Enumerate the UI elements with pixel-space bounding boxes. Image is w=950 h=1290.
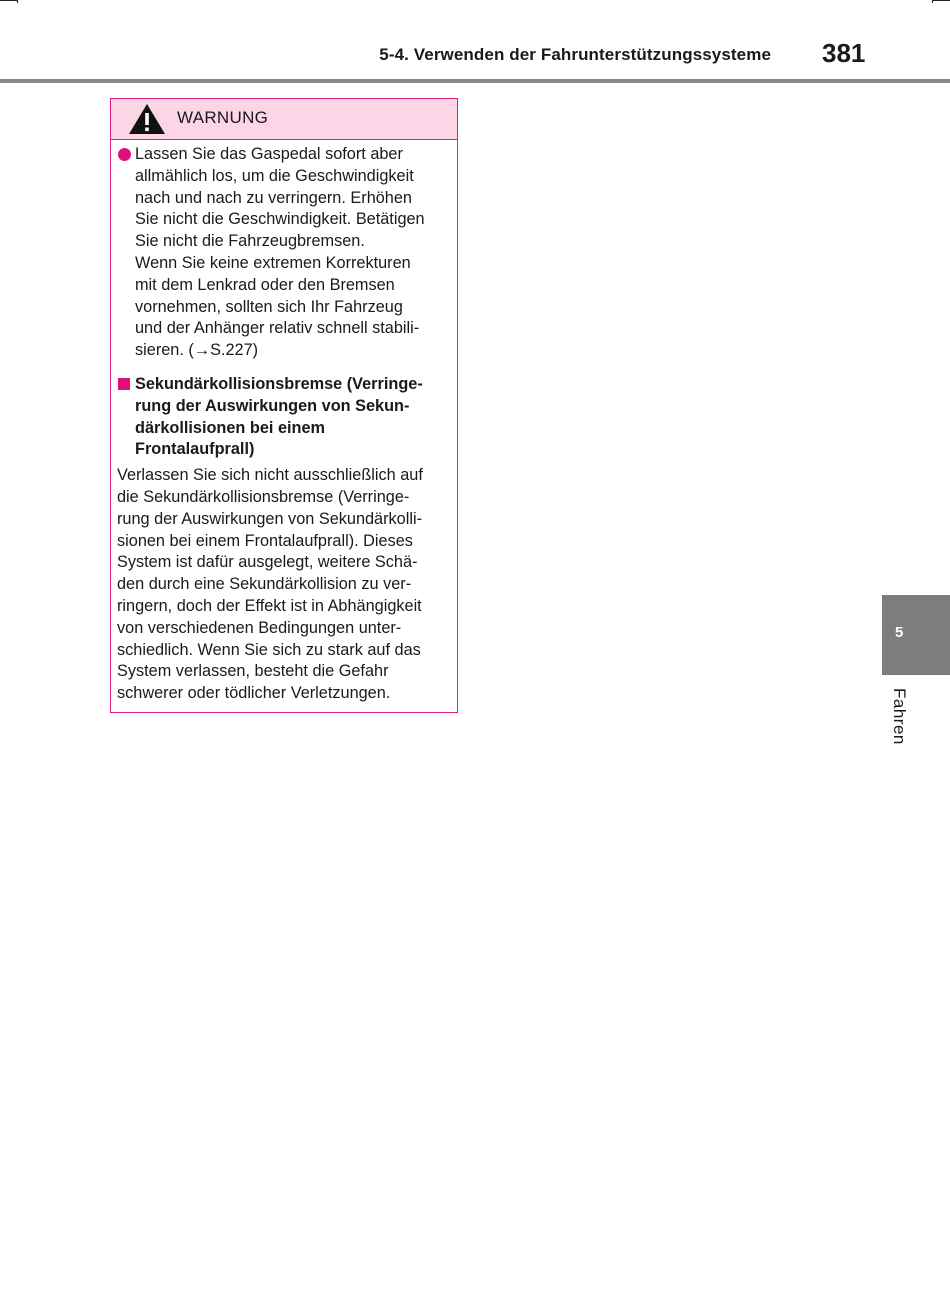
bullet-line: vornehmen, sollten sich Ihr Fahrzeug [135,297,403,316]
bullet-line: Wenn Sie keine extremen Korrekturen [135,253,411,272]
bullet-dot-icon [118,148,131,161]
crop-mark-top-left-vertical [17,0,18,3]
paragraph-line: sionen bei einem Frontalaufprall). Dieses [117,531,413,550]
bullet-line-page-reference: sieren. (→S.227) [135,341,259,360]
warning-box [110,98,458,713]
bullet-line: Sie nicht die Geschwindigkeit. Betätigen [135,210,425,229]
paragraph-line: System ist dafür ausgelegt, weitere Schä- [117,553,418,572]
bullet-line: Lassen Sie das Gaspedal sofort aber [135,145,403,163]
header-rule [0,79,950,83]
sub-heading-line: Frontalaufprall) [135,440,255,459]
sub-heading-line: Sekundärkollisionsbremse (Verringe- [135,374,423,393]
warning-triangle-icon [128,103,166,135]
warning-title: WARNUNG [177,108,269,127]
paragraph-line: schwerer oder tödlicher Verletzungen. [117,684,391,703]
paragraph-line: die Sekundärkollisionsbremse (Verringe- [117,487,410,506]
paragraph-line: rung der Auswirkungen von Sekundärkolli- [117,509,422,528]
bullet-line: Sie nicht die Fahrzeugbremsen. [135,232,365,251]
warning-paragraph [117,465,447,705]
chapter-tab [882,595,950,675]
page-number: 381 [822,38,866,68]
crop-mark-top-left [0,0,17,1]
paragraph-line: den durch eine Sekundärkollision zu ver- [117,575,412,594]
bullet-line: nach und nach zu verringern. Erhöhen [135,188,412,207]
square-bullet-icon [118,378,130,390]
warning-body [111,140,457,705]
paragraph-line: ringern, doch der Effekt ist in Abhängigkeit [117,596,422,615]
sub-heading-line: därkollisionen bei einem [135,418,326,437]
warning-header [111,99,457,140]
crop-mark-top-right [933,0,950,1]
crop-mark-top-right-vertical [932,0,933,3]
bullet-line: und der Anhänger relativ schnell stabili- [135,319,420,338]
sub-heading-line: rung der Auswirkungen von Sekun- [135,396,410,415]
sub-heading [117,374,447,461]
paragraph-line: System verlassen, besteht die Gefahr [117,662,389,681]
paragraph-line: schiedlich. Wenn Sie sich zu stark auf das [117,640,421,659]
section-title: 5-4. Verwenden der Fahrunterstützungssysteme [379,45,771,64]
bullet-line: allmählich los, um die Geschwindigkeit [135,166,414,185]
bullet-line: mit dem Lenkrad oder den Bremsen [135,275,395,294]
paragraph-line: von verschiedenen Bedingungen unter- [117,618,402,637]
bullet-item [117,144,447,362]
chapter-tab-number: 5 [895,624,904,641]
paragraph-line: Verlassen Sie sich nicht ausschließlich auf [117,466,423,485]
chapter-name: Fahren [890,688,909,745]
